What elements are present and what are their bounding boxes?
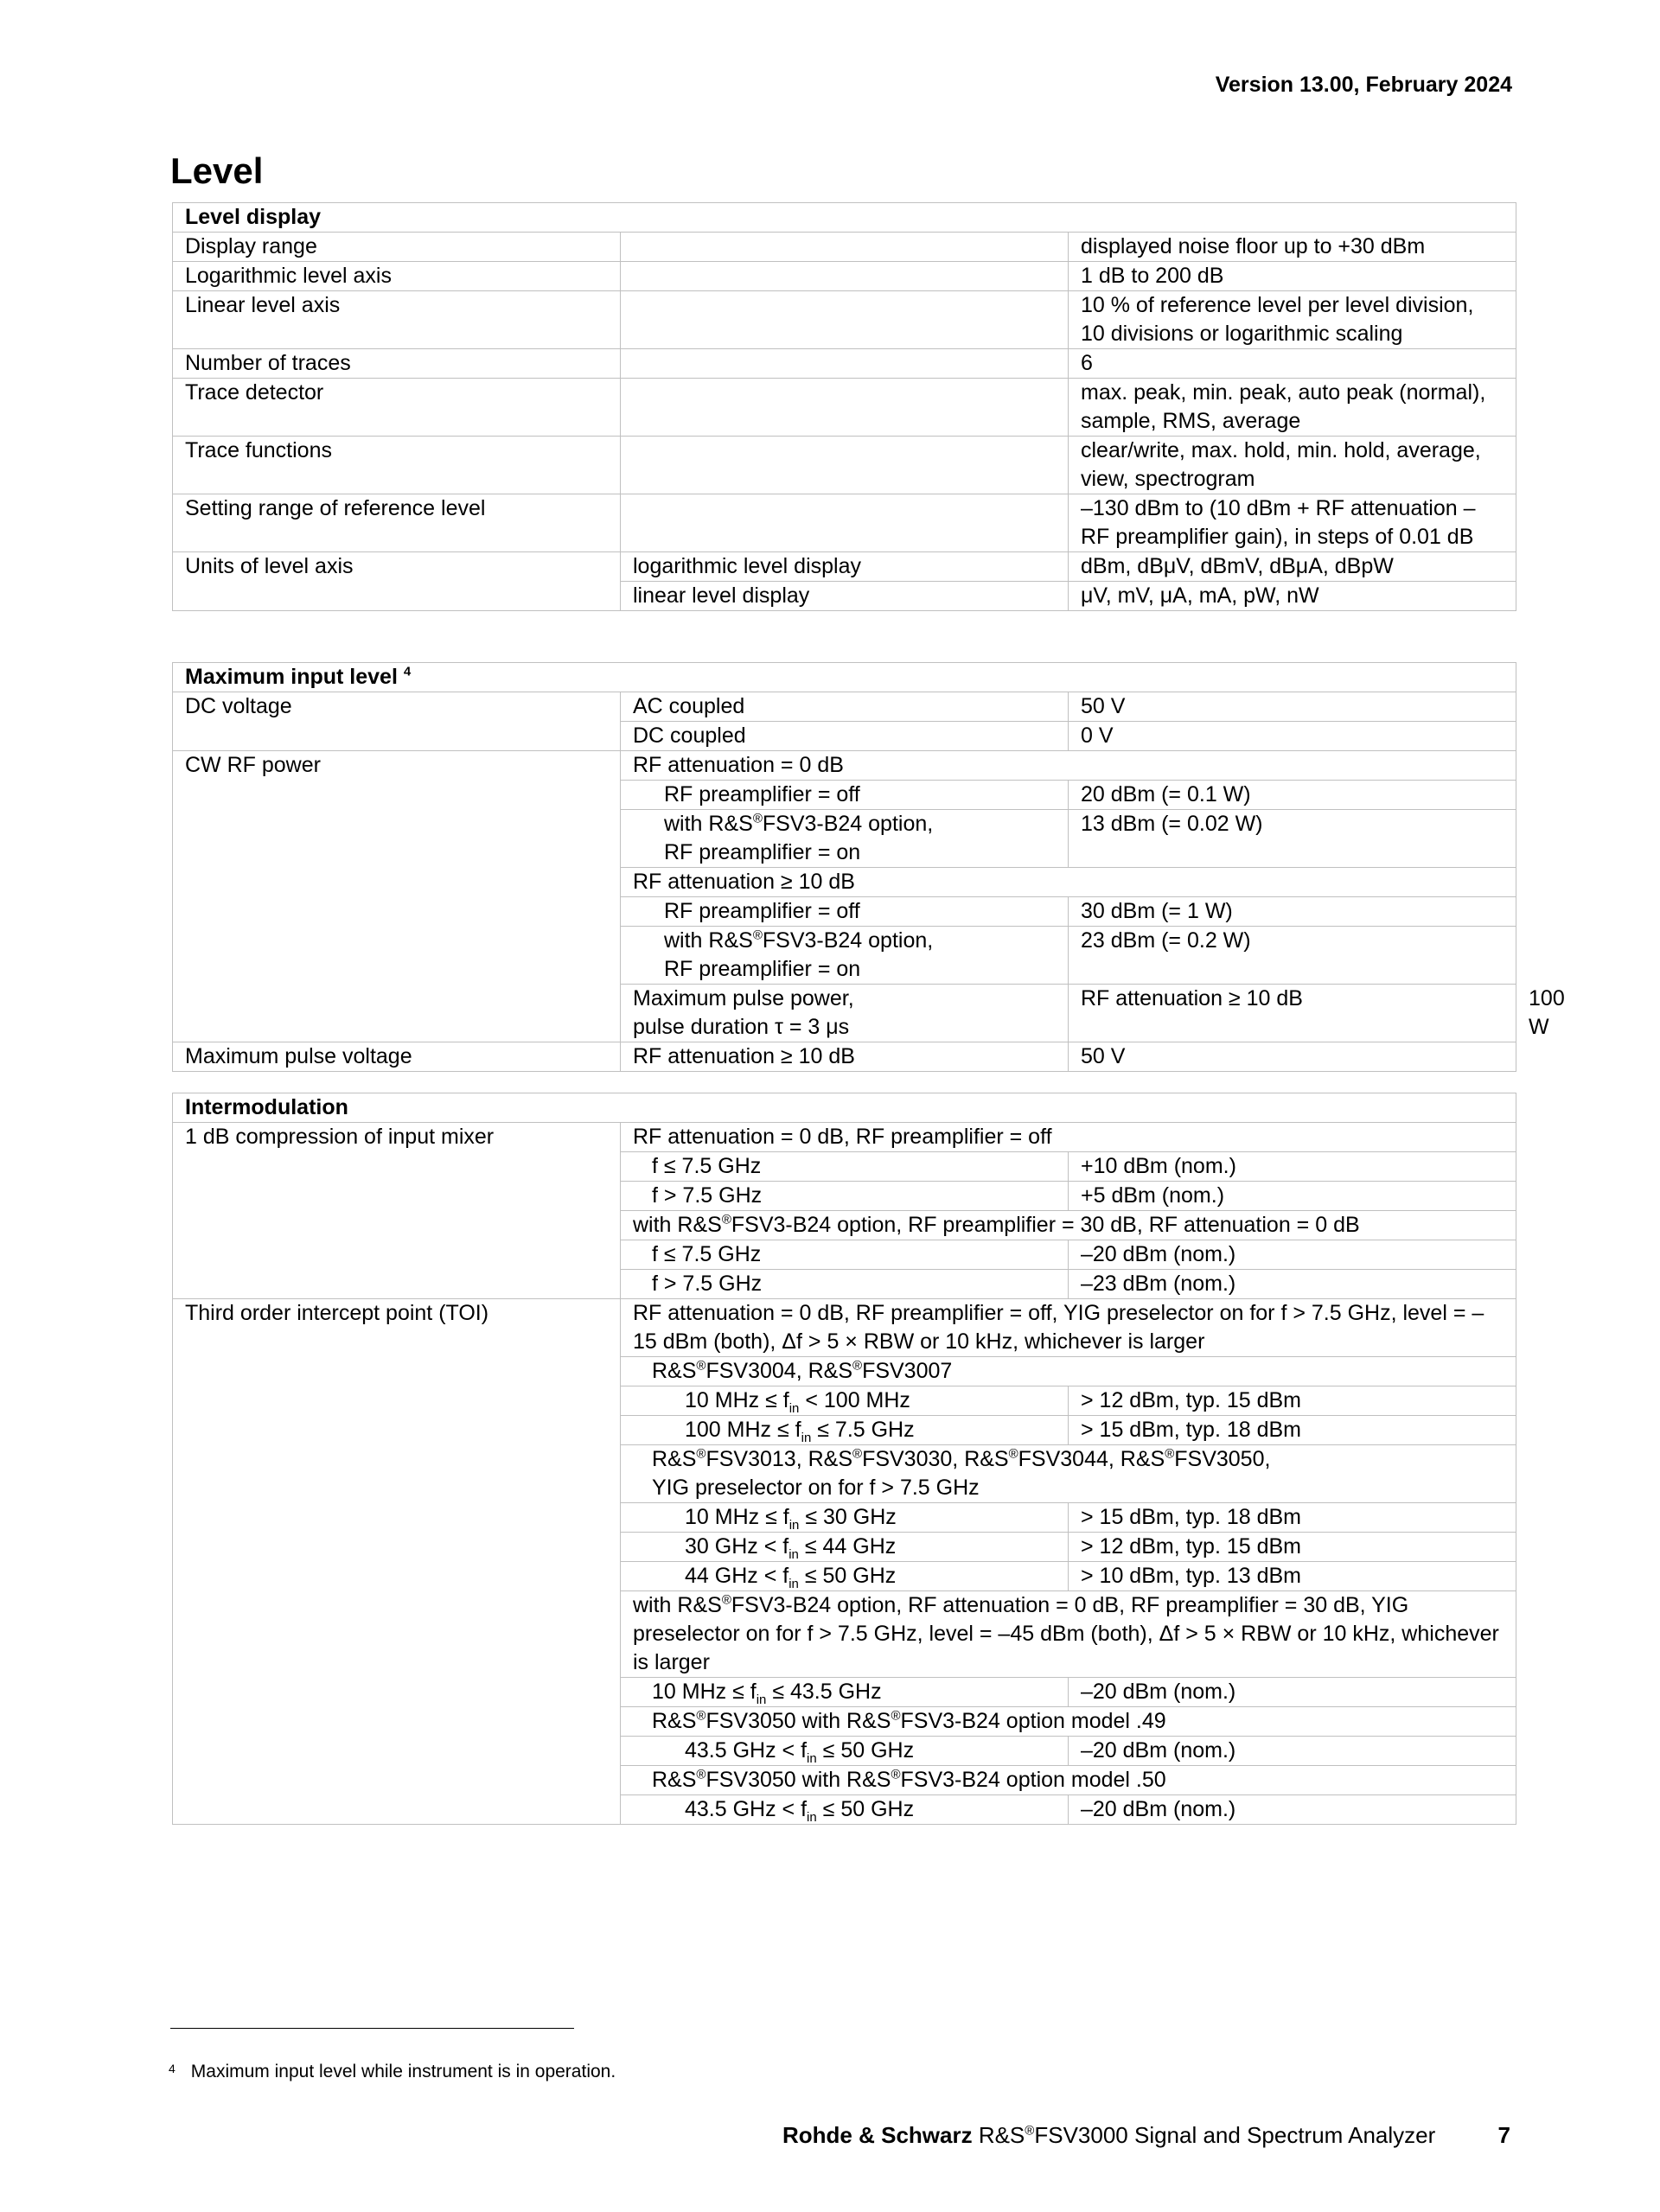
table-row: with R&S®FSV3-B24 option, RF preamplifier = on 13 dBm (= 0.02 W) [173, 810, 1516, 868]
table-row: linear level display μV, mV, μA, mA, pW, nW [173, 582, 1516, 611]
table-row: Linear level axis 10 % of reference level per level division, 10 divisions or logarithmic scaling [173, 291, 1516, 349]
table-title: Level display [173, 203, 1516, 233]
page-footer: Rohde & Schwarz R&S®FSV3000 Signal and Spectrum Analyzer [782, 2122, 1436, 2148]
table-row: with R&S®FSV3-B24 option, RF preamplifier = 30 dB, RF attenuation = 0 dB [173, 1211, 1516, 1240]
table-row: 30 GHz < $f_{in} \le 44$ GHz > 12 dBm, typ. 15 dBm [173, 1533, 1516, 1562]
table-row: f > 7.5 GHz –23 dBm (nom.) [173, 1270, 1516, 1299]
page-number: 7 [1497, 2122, 1510, 2148]
table-title: Maximum input level $^4$ [173, 663, 1516, 692]
table-row: with R&S®FSV3-B24 option, RF preamplifier = on 23 dBm (= 0.2 W) [173, 927, 1516, 985]
table-row: RF attenuation ≥ 10 dB [173, 868, 1516, 897]
table-row: 44 GHz < $f_{in} \le 50$ GHz > 10 dBm, typ. 13 dBm [173, 1562, 1516, 1591]
table-row: Maximum pulse power, pulse duration τ = 3 μs RF attenuation ≥ 10 dB 100 W [173, 985, 1516, 1042]
table-row: 100 MHz ≤ $f_{in} \le 7.5$ GHz > 15 dBm, typ. 18 dBm [173, 1416, 1516, 1445]
table-row: DC coupled 0 V [173, 722, 1516, 751]
level-display-table [172, 202, 1516, 611]
table-row: R&S®FSV3050 with R&S®FSV3-B24 option model .50 [173, 1766, 1516, 1795]
table-row: RF preamplifier = off 20 dBm (= 0.1 W) [173, 781, 1516, 810]
table-row: 10 MHz ≤ $f_{in} \le 30$ GHz > 15 dBm, typ. 18 dBm [173, 1503, 1516, 1533]
table-row: 10 MHz ≤ $f_{in} < 100$ MHz > 12 dBm, typ. 15 dBm [173, 1386, 1516, 1416]
table-title: Intermodulation [173, 1093, 1516, 1123]
table-row: R&S®FSV3050 with R&S®FSV3-B24 option model .49 [173, 1707, 1516, 1737]
table-row: CW RF power RF attenuation = 0 dB [173, 751, 1516, 781]
table-row: 1 dB compression of input mixer RF attenuation = 0 dB, RF preamplifier = off [173, 1123, 1516, 1152]
footnote: $^4$ Maximum input level while instrument is in operation. [169, 2062, 616, 2081]
table-row: Units of level axis logarithmic level display dBm, dBμV, dBmV, dBμA, dBpW [173, 552, 1516, 582]
table-row: 43.5 GHz < $f_{in} \le 50$ GHz –20 dBm (nom.) [173, 1737, 1516, 1766]
intermodulation-table [172, 1093, 1516, 1825]
table-row: f > 7.5 GHz +5 dBm (nom.) [173, 1182, 1516, 1211]
table-row: Display range displayed noise floor up to +30 dBm [173, 233, 1516, 262]
table-row: R&S®FSV3004, R&S®FSV3007 [173, 1357, 1516, 1386]
table-row: Setting range of reference level –130 dBm to (10 dBm + RF attenuation – RF preamplifier gain), in steps of 0.01 dB [173, 494, 1516, 552]
table-row: Trace detector max. peak, min. peak, auto peak (normal), sample, RMS, average [173, 379, 1516, 437]
table-row: f ≤ 7.5 GHz +10 dBm (nom.) [173, 1152, 1516, 1182]
table-row: Logarithmic level axis 1 dB to 200 dB [173, 262, 1516, 291]
table-row: Trace functions clear/write, max. hold, min. hold, average, view, spectrogram [173, 437, 1516, 494]
table-row: 10 MHz ≤ $f_{in} \le 43.5$ GHz –20 dBm (nom.) [173, 1678, 1516, 1707]
table-row: DC voltage AC coupled 50 V [173, 692, 1516, 722]
table-row: f ≤ 7.5 GHz –20 dBm (nom.) [173, 1240, 1516, 1270]
table-row: 43.5 GHz < $f_{in} \le 50$ GHz –20 dBm (nom.) [173, 1795, 1516, 1825]
max-input-level-table [172, 662, 1565, 1072]
table-row: Third order intercept point (TOI) RF attenuation = 0 dB, RF preamplifier = off, YIG preselector on for f > 7.5 GHz, level = –15 dBm (both), Δf > 5 × RBW or 10 kHz, whichever is larger [173, 1299, 1516, 1357]
version-header: Version 13.00, February 2024 [1215, 73, 1512, 97]
footnote-divider [170, 2028, 574, 2029]
table-row: Maximum pulse voltage RF attenuation ≥ 10 dB 50 V [173, 1042, 1516, 1072]
table-row: RF preamplifier = off 30 dBm (= 1 W) [173, 897, 1516, 927]
footnote-ref: 4 [403, 664, 412, 679]
table-row: with R&S®FSV3-B24 option, RF attenuation = 0 dB, RF preamplifier = 30 dB, YIG preselector on for f > 7.5 GHz, level = –45 dBm (both), Δf > 5 × RBW or 10 kHz, whichever is larger [173, 1591, 1516, 1678]
table-row: R&S®FSV3013, R&S®FSV3030, R&S®FSV3044, R&S®FSV3050, YIG preselector on for f > 7.5 GHz [173, 1445, 1516, 1503]
section-title: Level [170, 150, 264, 191]
table-row: Number of traces 6 [173, 349, 1516, 379]
